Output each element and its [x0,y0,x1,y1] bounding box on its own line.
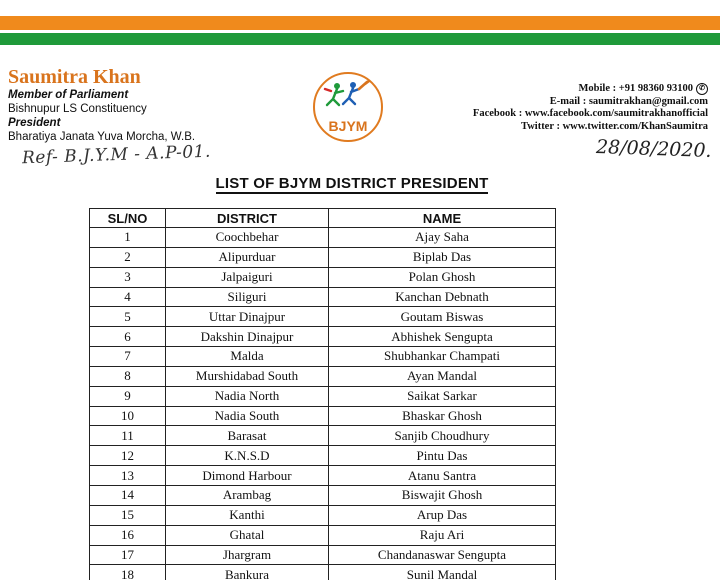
letterhead-orange-band [0,16,720,30]
cell-name: Biplab Das [329,247,556,267]
cell-slno: 9 [90,386,166,406]
cell-name: Ayan Mandal [329,366,556,386]
cell-name: Chandanaswar Sengupta [329,545,556,565]
contact-mobile-row [473,83,708,96]
cell-district: Jalpaiguri [166,267,329,287]
cell-district: Murshidabad South [166,366,329,386]
cell-name: Goutam Biswas [329,307,556,327]
cell-name: Ajay Saha [329,228,556,248]
cell-slno: 12 [90,446,166,466]
cell-district: Dakshin Dinajpur [166,327,329,347]
table-row [90,307,556,327]
cell-district: Kanthi [166,505,329,525]
cell-district: Nadia North [166,386,329,406]
cell-name: Abhishek Sengupta [329,327,556,347]
cell-slno: 10 [90,406,166,426]
cell-name: Kanchan Debnath [329,287,556,307]
cell-district: Barasat [166,426,329,446]
table-row [90,466,556,486]
sender-name: Saumitra Khan [8,66,141,88]
bjym-logo [313,72,383,142]
cell-slno: 18 [90,565,166,580]
cell-slno: 7 [90,347,166,367]
running-figures-icon [315,79,381,115]
table-row [90,327,556,347]
cell-name: Bhaskar Ghosh [329,406,556,426]
sender-organization: Bharatiya Janata Yuva Morcha, W.B. [8,131,196,143]
column-header-slno: SL/NO [90,209,166,228]
cell-slno: 4 [90,287,166,307]
cell-slno: 6 [90,327,166,347]
cell-name: Polan Ghosh [329,267,556,287]
document-title: LIST OF BJYM DISTRICT PRESIDENT [215,175,489,192]
cell-district: Arambag [166,485,329,505]
cell-district: Jhargram [166,545,329,565]
cell-name: Pintu Das [329,446,556,466]
cell-name: Sanjib Choudhury [329,426,556,446]
contact-email: E-mail : saumitrakhan@gmail.com [549,95,708,107]
table-row [90,446,556,466]
cell-district: Bankura [166,565,329,580]
cell-name: Raju Ari [329,525,556,545]
cell-district: Coochbehar [166,228,329,248]
cell-name: Shubhankar Champati [329,347,556,367]
cell-slno: 1 [90,228,166,248]
sender-block [8,66,195,144]
cell-slno: 2 [90,247,166,267]
contact-facebook: Facebook : www.facebook.com/saumitrakhanofficial [472,108,708,119]
table-row [90,525,556,545]
district-president-table [89,208,556,580]
table-row [90,287,556,307]
column-header-district: DISTRICT [166,209,329,228]
table-row [90,505,556,525]
cell-slno: 11 [90,426,166,446]
contact-block [473,83,708,133]
cell-district: Nadia South [166,406,329,426]
cell-slno: 16 [90,525,166,545]
table-row [90,347,556,367]
cell-slno: 5 [90,307,166,327]
column-header-name: NAME [329,209,556,228]
table-row [90,228,556,248]
cell-slno: 15 [90,505,166,525]
cell-district: Siliguri [166,287,329,307]
cell-name: Saikat Sarkar [329,386,556,406]
letter-date: 28/08/2020. [596,135,713,163]
logo-text: BJYM [328,118,368,134]
table-row [90,366,556,386]
table-row [90,406,556,426]
cell-name: Arup Das [329,505,556,525]
reference-number: Ref- B.J.Y.M - A.P-01. [21,141,212,169]
cell-district: Ghatal [166,525,329,545]
cell-district: K.N.S.D [166,446,329,466]
cell-name: Biswajit Ghosh [329,485,556,505]
table-row [90,267,556,287]
cell-slno: 14 [90,485,166,505]
table-row [90,386,556,406]
letterhead-green-band [0,33,720,45]
table-row [90,247,556,267]
cell-name: Sunil Mandal [329,565,556,580]
cell-slno: 3 [90,267,166,287]
cell-district: Dimond Harbour [166,466,329,486]
cell-slno: 13 [90,466,166,486]
whatsapp-icon: ✆ [696,83,708,95]
cell-district: Uttar Dinajpur [166,307,329,327]
sender-designation: President [8,117,61,129]
cell-district: Malda [166,347,329,367]
document-title-wrap [0,175,720,193]
table-row [90,565,556,580]
table-row [90,485,556,505]
cell-slno: 8 [90,366,166,386]
sender-constituency: Bishnupur LS Constituency [8,103,147,115]
cell-slno: 17 [90,545,166,565]
table-row [90,545,556,565]
cell-district: Alipurduar [166,247,329,267]
sender-role: Member of Parliament [8,89,129,101]
table-row [90,426,556,446]
table-header-row [90,209,556,228]
cell-name: Atanu Santra [329,466,556,486]
contact-twitter: Twitter : www.twitter.com/KhanSaumitra [520,120,708,132]
contact-mobile: Mobile : +91 98360 93100 [578,83,693,94]
